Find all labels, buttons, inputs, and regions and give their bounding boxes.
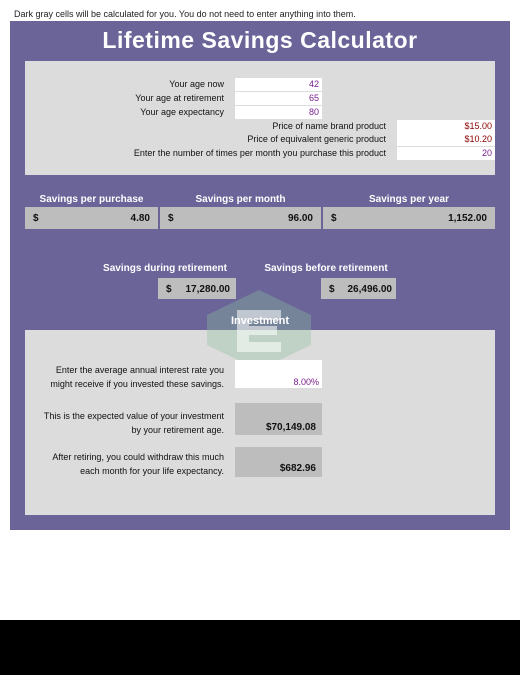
withdraw-label-line1: After retiring, you could withdraw this much	[52, 452, 224, 462]
expected-value-label-line1: This is the expected value of your investment	[43, 411, 224, 421]
times-per-month-label: Enter the number of times per month you purchase this product	[133, 148, 386, 158]
name-brand-price-field[interactable]: $15.00	[397, 120, 495, 133]
savings-during-retirement-header: Savings during retirement	[103, 263, 227, 274]
name-brand-price-label: Price of name brand product	[272, 121, 386, 131]
savings-per-purchase-value: 4.80	[130, 213, 150, 224]
monthly-withdrawal-cell: $682.96	[235, 447, 322, 477]
age-now-label: Your age now	[169, 79, 224, 89]
savings-per-month-header: Savings per month	[195, 194, 286, 205]
generic-price-label: Price of equivalent generic product	[247, 134, 386, 144]
life-expectancy-field[interactable]: 80	[235, 106, 322, 119]
savings-before-retirement-cell	[321, 278, 396, 299]
savings-per-year-value: 1,152.00	[448, 213, 487, 224]
currency-symbol: $	[33, 213, 39, 224]
interest-rate-label-line2: might receive if you invested these savings.	[50, 379, 224, 389]
expected-value-cell: $70,149.08	[235, 403, 322, 435]
age-retirement-label: Your age at retirement	[135, 93, 224, 103]
watermark-logo-icon	[207, 290, 311, 370]
page-title: Lifetime Savings Calculator	[102, 27, 418, 53]
currency-symbol: $	[168, 213, 174, 224]
times-per-month-field[interactable]: 20	[397, 147, 495, 160]
expected-value-label-line2: by your retirement age.	[131, 425, 224, 435]
age-now-field[interactable]: 42	[235, 78, 322, 91]
investment-heading: Investment	[230, 315, 290, 327]
savings-per-month-cell	[160, 207, 321, 229]
savings-per-year-header: Savings per year	[368, 194, 450, 205]
currency-symbol: $	[331, 213, 337, 224]
savings-before-retirement-value: 26,496.00	[347, 284, 392, 295]
life-expectancy-label: Your age expectancy	[140, 107, 224, 117]
savings-per-purchase-header: Savings per purchase	[39, 194, 144, 205]
instruction-note: Dark gray cells will be calculated for you. You do not need to enter anything into them.	[14, 9, 356, 19]
savings-before-retirement-header: Savings before retirement	[264, 263, 388, 274]
bottom-black-bar	[0, 620, 520, 675]
age-retirement-field[interactable]: 65	[235, 92, 322, 105]
savings-per-purchase-cell	[25, 207, 158, 229]
generic-price-field[interactable]: $10.20	[397, 133, 495, 146]
currency-symbol: $	[329, 284, 335, 295]
withdraw-label-line2: each month for your life expectancy.	[80, 466, 224, 476]
savings-per-month-value: 96.00	[287, 213, 313, 224]
savings-during-retirement-value: 17,280.00	[185, 284, 230, 295]
currency-symbol: $	[166, 284, 172, 295]
savings-per-year-cell	[323, 207, 495, 229]
interest-rate-field[interactable]: 8.00%	[235, 360, 322, 388]
interest-rate-label-line1: Enter the average annual interest rate you	[55, 365, 224, 375]
